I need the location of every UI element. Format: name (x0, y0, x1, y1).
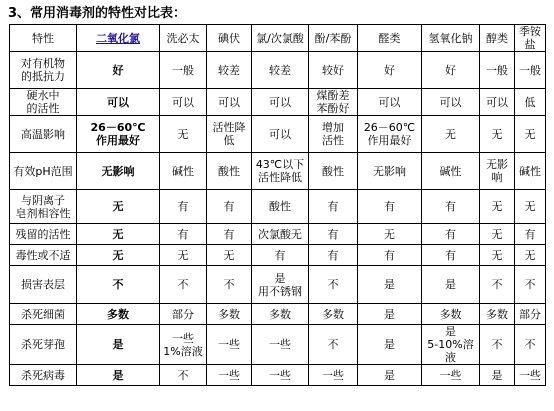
table-cell: 无影响 (358, 153, 422, 190)
table-row (10, 52, 546, 89)
table-cell: 不 (160, 266, 207, 304)
table-cell: 可以 (480, 89, 515, 116)
header-cell: 氢氧化钠 (422, 25, 480, 52)
table-cell: 无 (77, 190, 160, 224)
table-cell: 可以 (422, 89, 480, 116)
table-cell: 是 (77, 365, 160, 386)
table-cell: 不 (480, 325, 515, 365)
table-cell: 无 (515, 190, 546, 224)
table-cell: 有 (160, 190, 207, 224)
row-label: 与阴离子 皂剂相容性 (10, 190, 77, 224)
table-cell: 一些 (207, 365, 252, 386)
table-cell: 一般 (160, 52, 207, 89)
header-cell: 醇类 (480, 25, 515, 52)
table-cell: 有 (422, 224, 480, 245)
table-cell: 是 (358, 304, 422, 325)
table-cell: 无 (207, 245, 252, 266)
table-cell: 一些 (309, 365, 358, 386)
table-cell: 可以 (252, 116, 309, 153)
table-cell: 有 (309, 224, 358, 245)
table-cell: 有 (422, 190, 480, 224)
row-label: 杀死细菌 (10, 304, 77, 325)
table-cell: 是 (480, 365, 515, 386)
row-label: 损害表层 (10, 266, 77, 304)
table-cell: 有 (358, 245, 422, 266)
table-cell: 一般 (480, 52, 515, 89)
table-cell: 碱性 (422, 153, 480, 190)
table-cell: 有 (309, 190, 358, 224)
table-cell: 是 (358, 266, 422, 304)
table-row (10, 245, 546, 266)
table-cell: 一些 1%溶液 (160, 325, 207, 365)
table-cell: 一些 (515, 365, 546, 386)
table-cell: 一些 (252, 325, 309, 365)
table-cell: 好 (358, 52, 422, 89)
table-cell: 有 (207, 190, 252, 224)
table-cell: 次氯酸无 (252, 224, 309, 245)
table-cell: 有 (252, 245, 309, 266)
table-cell: 可以 (160, 89, 207, 116)
table-row (10, 89, 546, 116)
table-cell: 无 (77, 224, 160, 245)
table-cell: 好 (422, 52, 480, 89)
table-cell: 可以 (77, 89, 160, 116)
row-label: 杀死病毒 (10, 365, 77, 386)
table-cell: 酸性 (207, 153, 252, 190)
table-cell: 无 (480, 190, 515, 224)
table-cell: 无 (422, 116, 480, 153)
table-cell: 不 (309, 266, 358, 304)
header-cell: 酚/苯酚 (309, 25, 358, 52)
header-cell: 季铵盐 (515, 25, 546, 52)
table-cell: 43℃以下 活性降低 (252, 153, 309, 190)
table-cell: 酸性 (252, 190, 309, 224)
table-cell: 无影响 (480, 153, 515, 190)
table-cell: 部分 (515, 304, 546, 325)
table-cell: 无 (358, 224, 422, 245)
row-label: 有效pH范围 (10, 153, 77, 190)
table-row (10, 190, 546, 224)
table-cell: 不 (207, 266, 252, 304)
table-cell: 无 (160, 116, 207, 153)
table-cell: 是 (358, 325, 422, 365)
header-cell: 醛类 (358, 25, 422, 52)
table-cell: 有 (160, 224, 207, 245)
table-body (10, 25, 546, 386)
table-cell: 酸性 (309, 153, 358, 190)
row-label: 杀死芽孢 (10, 325, 77, 365)
table-cell: 无 (480, 224, 515, 245)
table-cell: 无 (515, 245, 546, 266)
table-cell: 碱性 (515, 153, 546, 190)
table-cell: 可以 (252, 89, 309, 116)
table-cell: 较好 (309, 52, 358, 89)
table-row (10, 325, 546, 365)
table-row (10, 116, 546, 153)
row-label: 毒性或不适 (10, 245, 77, 266)
table-cell: 可以 (207, 89, 252, 116)
table-cell: 不 (77, 266, 160, 304)
table-cell: 是 (358, 365, 422, 386)
table-cell: 一些 (422, 365, 480, 386)
header-cell: 洗必太 (160, 25, 207, 52)
table-cell: 可以 (358, 89, 422, 116)
table-cell: 是 5-10%溶液 (422, 325, 480, 365)
table-cell: 26－60℃ 作用最好 (358, 116, 422, 153)
table-cell: 无 (77, 245, 160, 266)
table-cell: 低 (515, 89, 546, 116)
table-cell: 煤酚差 苯酚好 (309, 89, 358, 116)
table-cell: 不 (515, 325, 546, 365)
chlorine-dioxide-link[interactable]: 二氧化氯 (96, 31, 140, 45)
table-cell: 不 (515, 266, 546, 304)
table-cell: 部分 (160, 304, 207, 325)
table-cell: 26－60℃ 作用最好 (77, 116, 160, 153)
table-row (10, 224, 546, 245)
header-cell: 特性 (10, 25, 77, 52)
table-cell: 好 (77, 52, 160, 89)
table-cell: 碱性 (160, 153, 207, 190)
table-cell: 有 (358, 190, 422, 224)
table-cell: 无影响 (77, 153, 160, 190)
header-cell[interactable] (77, 25, 160, 52)
table-row (10, 304, 546, 325)
table-cell: 较差 (207, 52, 252, 89)
table-cell: 多数 (480, 304, 515, 325)
row-label: 对有机物 的抵抗力 (10, 52, 77, 89)
table-cell: 不 (480, 266, 515, 304)
table-row (10, 365, 546, 386)
table-cell: 有 (515, 224, 546, 245)
table-cell: 是 (422, 266, 480, 304)
row-label: 硬水中 的活性 (10, 89, 77, 116)
table-cell: 一些 (207, 325, 252, 365)
row-label: 高温影响 (10, 116, 77, 153)
table-cell: 多数 (207, 304, 252, 325)
table-cell: 有 (207, 224, 252, 245)
disinfectant-comparison-table (9, 24, 546, 386)
table-cell: 无 (480, 245, 515, 266)
table-cell: 多数 (77, 304, 160, 325)
table-cell: 增加 活性 (309, 116, 358, 153)
header-cell: 氯/次氯酸 (252, 25, 309, 52)
table-cell: 无 (160, 245, 207, 266)
table-cell: 一般 (515, 52, 546, 89)
header-cell: 碘伏 (207, 25, 252, 52)
table-cell: 不 (309, 325, 358, 365)
table-cell: 多数 (252, 304, 309, 325)
table-cell: 无 (515, 116, 546, 153)
table-cell: 无 (480, 116, 515, 153)
section-title: 3、常用消毒剂的特性对比表： (8, 6, 187, 21)
table-cell: 是 用不锈钢 (252, 266, 309, 304)
table-cell: 是 (77, 325, 160, 365)
table-cell: 活性降低 (207, 116, 252, 153)
table-cell: 多数 (422, 304, 480, 325)
table-cell: 不 (160, 365, 207, 386)
table-row (10, 153, 546, 190)
table-cell: 有 (309, 245, 358, 266)
table-cell: 有 (422, 245, 480, 266)
row-label: 残留的活性 (10, 224, 77, 245)
header-row (10, 25, 546, 52)
table-cell: 多数 (309, 304, 358, 325)
table-row (10, 266, 546, 304)
table-cell: 较差 (252, 52, 309, 89)
table-cell: 一些 (252, 365, 309, 386)
